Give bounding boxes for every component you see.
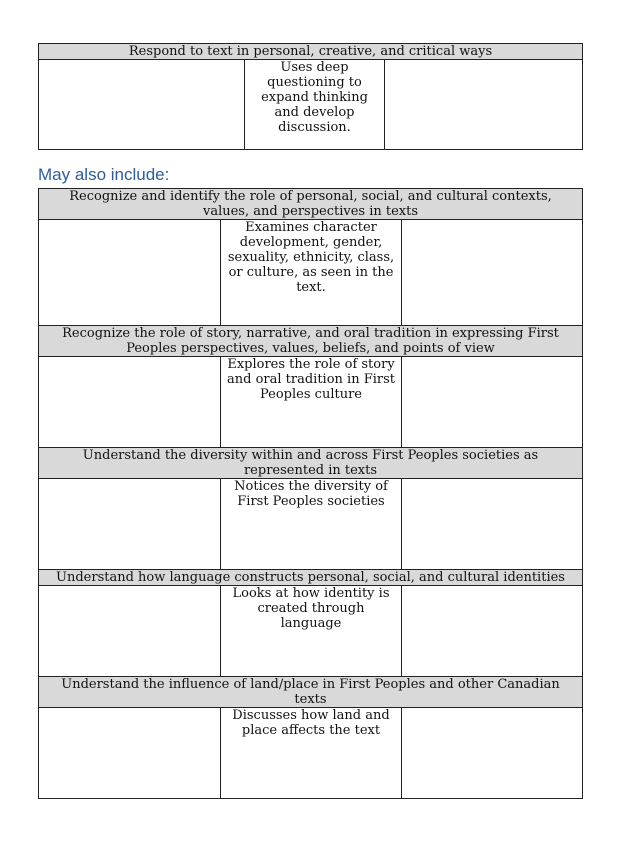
criteria-body-row	[39, 220, 583, 326]
empty-cell-left	[39, 60, 245, 150]
criteria-cell: Examines character development, gender, sexuality, ethnicity, class, or culture, as seen in the text.	[221, 220, 402, 326]
empty-cell-left	[39, 708, 221, 799]
empty-cell-left	[39, 357, 221, 448]
criteria-header: Recognize the role of story, narrative, and oral tradition in expressing First Peoples perspectives, values, beliefs, and points of view	[39, 326, 583, 357]
criteria-header: Recognize and identify the role of personal, social, and cultural contexts, values, and perspectives in texts	[39, 189, 583, 220]
empty-cell-right	[402, 479, 583, 570]
criteria-header: Understand how language constructs personal, social, and cultural identities	[39, 570, 583, 586]
may-also-include-table	[38, 188, 583, 799]
criteria-header-row	[39, 448, 583, 479]
empty-cell-left	[39, 220, 221, 326]
criteria-body-row	[39, 708, 583, 799]
empty-cell-right	[402, 586, 583, 677]
criteria-cell: Discusses how land and place affects the text	[221, 708, 402, 799]
criteria-cell: Explores the role of story and oral tradition in First Peoples culture	[221, 357, 402, 448]
criteria-header-row	[39, 189, 583, 220]
top-criteria-table	[38, 43, 583, 150]
empty-cell-right	[385, 60, 583, 150]
criteria-header: Respond to text in personal, creative, and critical ways	[39, 44, 583, 60]
empty-cell-right	[402, 708, 583, 799]
criteria-header-row	[39, 326, 583, 357]
criteria-cell: Notices the diversity of First Peoples societies	[221, 479, 402, 570]
section-heading: May also include:	[38, 165, 170, 184]
empty-cell-left	[39, 586, 221, 677]
criteria-header: Understand the diversity within and across First Peoples societies as represented in texts	[39, 448, 583, 479]
criteria-header: Understand the influence of land/place in First Peoples and other Canadian texts	[39, 677, 583, 708]
criteria-body-row	[39, 357, 583, 448]
criteria-header-row	[39, 570, 583, 586]
criteria-cell: Uses deep questioning to expand thinking and develop discussion.	[245, 60, 385, 150]
empty-cell-left	[39, 479, 221, 570]
criteria-header-row	[39, 677, 583, 708]
criteria-body-row	[39, 586, 583, 677]
criteria-header-row	[39, 44, 583, 60]
empty-cell-right	[402, 357, 583, 448]
criteria-body-row	[39, 60, 583, 150]
empty-cell-right	[402, 220, 583, 326]
criteria-body-row	[39, 479, 583, 570]
criteria-cell: Looks at how identity is created through language	[221, 586, 402, 677]
